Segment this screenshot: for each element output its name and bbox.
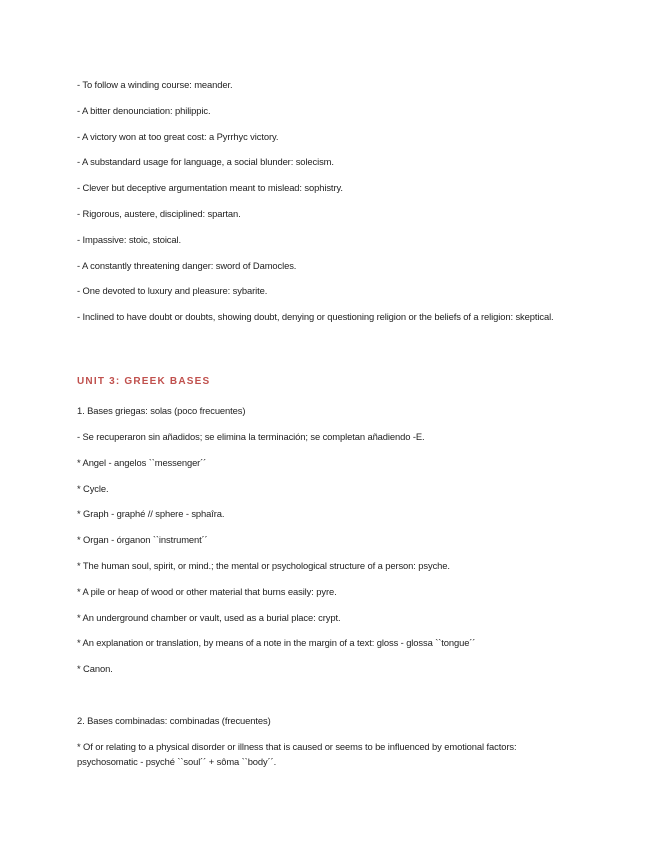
section2-title: 2. Bases combinadas: combinadas (frecuentes) xyxy=(77,715,271,726)
list-item: * An underground chamber or vault, used as a burial place: crypt. xyxy=(77,612,341,623)
list-item: * Canon. xyxy=(77,663,113,674)
definition-meander: - To follow a winding course: meander. xyxy=(77,79,233,90)
unit-heading: UNIT 3: GREEK BASES xyxy=(77,376,211,387)
definition-sword-of-damocles: - A constantly threatening danger: sword of Damocles. xyxy=(77,260,297,271)
list-item: * The human soul, spirit, or mind.; the mental or psychological structure of a person: psyche. xyxy=(77,560,450,571)
list-item: * Graph - graphé // sphere - sphaîra. xyxy=(77,508,225,519)
list-item: * Cycle. xyxy=(77,483,109,494)
list-item: * Of or relating to a physical disorder or illness that is caused or seems to be influenced by emotional factors: psychosomatic - psyché ``soul´´ + sôma ``body´´. xyxy=(77,741,517,767)
list-item: * A pile or heap of wood or other material that burns easily: pyre. xyxy=(77,586,337,597)
list-item: * Organ - órganon ``instrument´´ xyxy=(77,534,208,545)
definition-solecism: - A substandard usage for language, a social blunder: solecism. xyxy=(77,156,334,167)
section1-title: 1. Bases griegas: solas (poco frecuentes) xyxy=(77,405,246,416)
definition-spartan: - Rigorous, austere, disciplined: spartan. xyxy=(77,208,241,219)
definition-pyrrhic-victory: - A victory won at too great cost: a Pyrrhyc victory. xyxy=(77,131,279,142)
section1-note: - Se recuperaron sin añadidos; se elimina la terminación; se completan añadiendo -E. xyxy=(77,431,425,442)
list-item: * An explanation or translation, by means of a note in the margin of a text: gloss - glossa ``tongue´´ xyxy=(77,637,476,648)
definition-stoic: - Impassive: stoic, stoical. xyxy=(77,234,182,245)
definition-sophistry: - Clever but deceptive argumentation meant to mislead: sophistry. xyxy=(77,182,343,193)
definition-sybarite: - One devoted to luxury and pleasure: sybarite. xyxy=(77,285,268,296)
definition-skeptical: - Inclined to have doubt or doubts, showing doubt, denying or questioning religion or the beliefs of a religion: skeptical. xyxy=(77,311,554,322)
definition-philippic: - A bitter denounciation: philippic. xyxy=(77,105,211,116)
list-item: * Angel - angelos ``messenger´´ xyxy=(77,457,207,468)
